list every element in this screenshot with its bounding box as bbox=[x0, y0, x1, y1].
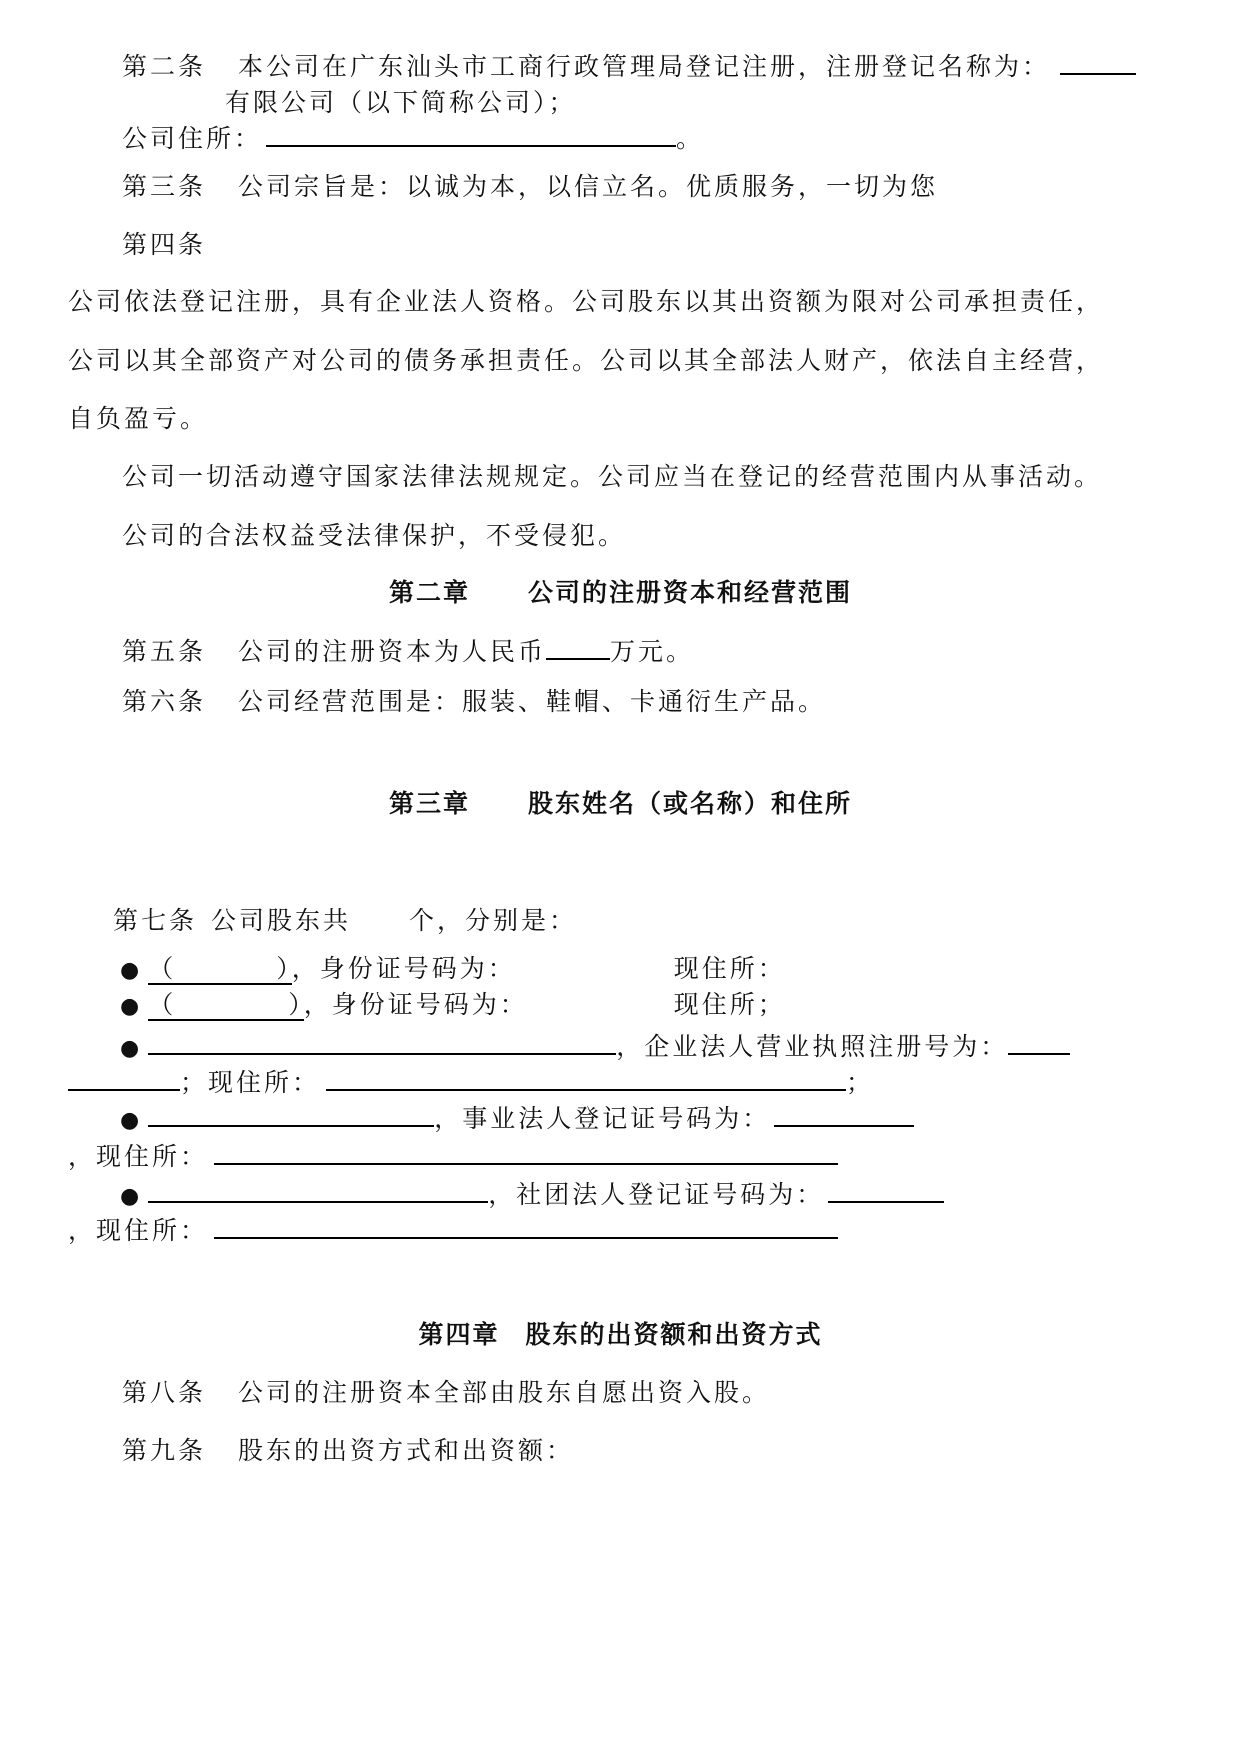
article-4-line-3: 自负盈亏。 bbox=[68, 404, 209, 433]
enterprise-name-blank[interactable] bbox=[148, 1031, 616, 1055]
article-5-unit: 万元。 bbox=[610, 637, 695, 666]
residence-label: 现住所： bbox=[673, 954, 786, 983]
shareholder-row-5 bbox=[120, 1178, 944, 1214]
institution-name-blank[interactable] bbox=[148, 1103, 434, 1127]
association-name-blank[interactable] bbox=[148, 1179, 488, 1203]
article-9-line bbox=[122, 1434, 574, 1468]
shareholder-row-4-address bbox=[68, 1140, 838, 1174]
article-3-text: 公司宗旨是：以诚为本，以信立名。优质服务，一切为您 bbox=[238, 172, 939, 201]
association-cert-label: ，社团法人登记证号码为： bbox=[488, 1180, 825, 1209]
bullet-icon: ● bbox=[120, 1184, 143, 1209]
business-license-label: ，企业法人营业执照注册号为： bbox=[616, 1032, 1009, 1061]
article-9-label: 第九条 bbox=[122, 1436, 207, 1465]
paren-open: （ bbox=[148, 990, 177, 1019]
bullet-icon: ● bbox=[120, 994, 143, 1019]
company-address-label: 公司住所： bbox=[122, 124, 263, 153]
shareholder-1-name-field[interactable] bbox=[148, 954, 292, 985]
residence-label: ；现住所： bbox=[180, 1068, 321, 1097]
article-7-line bbox=[113, 904, 577, 938]
article-2-line bbox=[122, 50, 1136, 84]
bullet-icon: ● bbox=[120, 1036, 143, 1061]
article-3-line bbox=[122, 170, 938, 204]
row-3-end: ； bbox=[846, 1068, 875, 1097]
institution-address-blank[interactable] bbox=[214, 1141, 838, 1165]
article-7-text-a: 公司股东共 bbox=[211, 906, 352, 935]
company-address-end: 。 bbox=[676, 124, 705, 153]
paren-close: ） bbox=[288, 990, 304, 1019]
article-7-text-b: 个，分别是： bbox=[409, 906, 578, 935]
company-address-blank[interactable] bbox=[266, 123, 676, 147]
article-7-label: 第七条 bbox=[113, 906, 198, 935]
chapter-2-number: 第二章 bbox=[388, 578, 470, 607]
residence-label: ，现住所： bbox=[68, 1142, 209, 1171]
association-cert-number-blank[interactable] bbox=[828, 1179, 944, 1203]
article-4-paragraph-3: 公司的合法权益受法律保护，不受侵犯。 bbox=[122, 521, 627, 550]
chapter-3-heading bbox=[0, 787, 1241, 821]
license-number-blank[interactable] bbox=[1008, 1031, 1070, 1055]
article-2-text: 本公司在广东汕头市工商行政管理局登记注册，注册登记名称为： bbox=[238, 52, 1051, 81]
shareholder-row-3-continuation bbox=[68, 1066, 874, 1100]
article-6-label: 第六条 bbox=[122, 687, 207, 716]
company-address-line bbox=[122, 122, 704, 156]
chapter-2-title: 公司的注册资本和经营范围 bbox=[528, 578, 853, 607]
chapter-4-number: 第四章 bbox=[418, 1320, 500, 1349]
shareholder-row-4 bbox=[120, 1102, 914, 1138]
article-8-line bbox=[122, 1376, 770, 1410]
article-5-line bbox=[122, 635, 694, 669]
residence-label: ，现住所： bbox=[68, 1216, 209, 1245]
article-8-text: 公司的注册资本全部由股东自愿出资入股。 bbox=[238, 1378, 771, 1407]
shareholder-row-2 bbox=[120, 988, 786, 1024]
article-9-text: 股东的出资方式和出资额： bbox=[238, 1436, 575, 1465]
chapter-4-title: 股东的出资额和出资方式 bbox=[525, 1320, 823, 1349]
article-4-label: 第四条 bbox=[122, 230, 207, 259]
article-8-label: 第八条 bbox=[122, 1378, 207, 1407]
bullet-icon: ● bbox=[120, 958, 143, 983]
enterprise-address-blank[interactable] bbox=[326, 1067, 846, 1091]
id-number-label: ，身份证号码为： bbox=[291, 954, 516, 983]
paren-close: ） bbox=[276, 954, 292, 983]
article-6-text: 公司经营范围是：服装、鞋帽、卡通衍生产品。 bbox=[238, 687, 827, 716]
institution-cert-label: ，事业法人登记证号码为： bbox=[434, 1104, 771, 1133]
company-name-blank[interactable] bbox=[1060, 51, 1136, 75]
article-4-line-2: 公司以其全部资产对公司的债务承担责任。公司以其全部法人财产，依法自主经营， bbox=[68, 346, 1105, 375]
shareholder-row-1 bbox=[120, 952, 786, 988]
article-5-label: 第五条 bbox=[122, 637, 207, 666]
shareholder-row-5-address bbox=[68, 1214, 838, 1248]
bullet-icon: ● bbox=[120, 1108, 143, 1133]
article-4-paragraph-2: 公司一切活动遵守国家法律法规规定。公司应当在登记的经营范围内从事活动。 bbox=[122, 462, 1103, 491]
shareholder-2-name-field[interactable] bbox=[148, 990, 304, 1021]
article-6-line bbox=[122, 685, 826, 719]
shareholder-row-3 bbox=[120, 1030, 1070, 1066]
article-3-label: 第三条 bbox=[122, 172, 207, 201]
residence-label: 现住所； bbox=[673, 990, 786, 1019]
article-5-text: 公司的注册资本为人民币 bbox=[238, 637, 547, 666]
license-number-blank-cont[interactable] bbox=[68, 1067, 180, 1091]
chapter-2-heading bbox=[0, 576, 1241, 610]
chapter-3-number: 第三章 bbox=[388, 789, 470, 818]
article-2-label: 第二条 bbox=[122, 52, 207, 81]
capital-amount-blank[interactable] bbox=[546, 636, 610, 660]
id-number-label: ，身份证号码为： bbox=[303, 990, 528, 1019]
institution-cert-number-blank[interactable] bbox=[774, 1103, 914, 1127]
article-2-continuation: 有限公司（以下简称公司）； bbox=[225, 88, 577, 117]
article-4-line-1: 公司依法登记注册，具有企业法人资格。公司股东以其出资额为限对公司承担责任， bbox=[68, 287, 1105, 316]
association-address-blank[interactable] bbox=[214, 1215, 838, 1239]
chapter-4-heading bbox=[0, 1318, 1241, 1352]
chapter-3-title: 股东姓名（或名称）和住所 bbox=[528, 789, 853, 818]
paren-open: （ bbox=[148, 954, 177, 983]
